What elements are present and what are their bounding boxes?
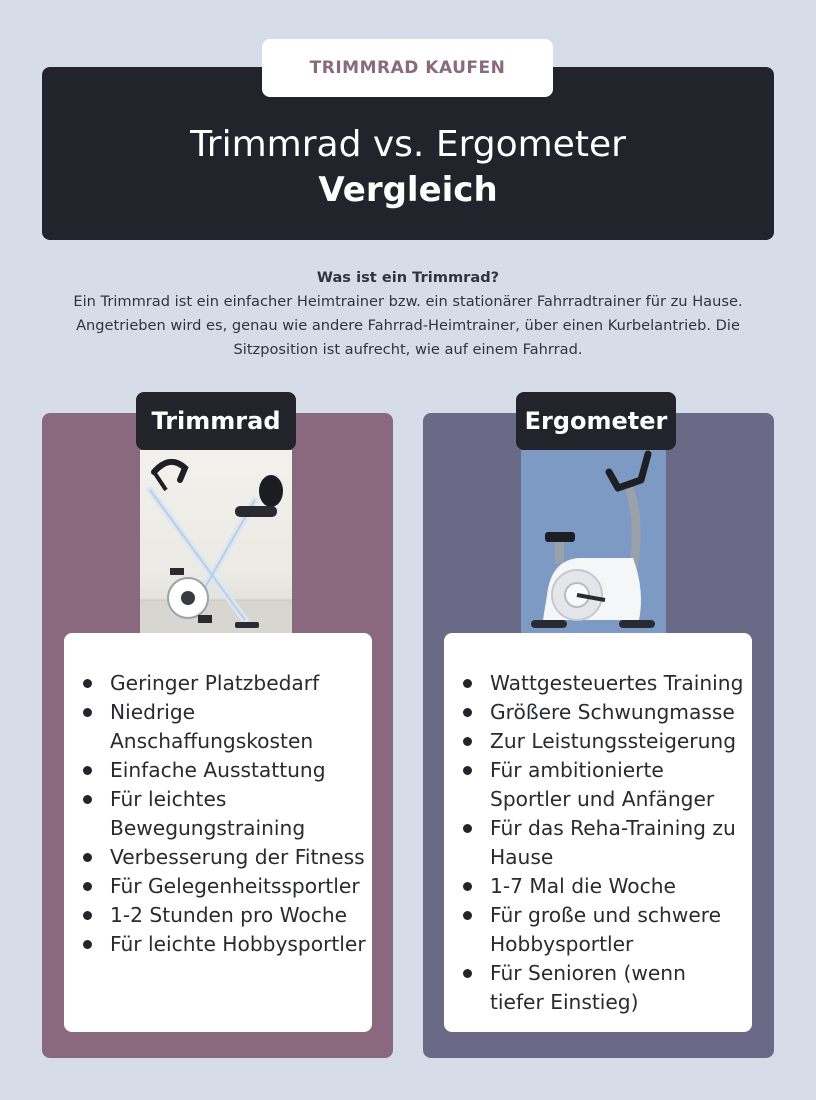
intro-section: [50, 266, 766, 362]
ergometer-feature-list: [444, 669, 752, 1017]
list-item: Verbesserung der Fitness: [64, 843, 372, 872]
trimmrad-feature-list: [64, 669, 372, 959]
ergometer-label: Ergometer: [516, 392, 676, 450]
page-subtitle: Vergleich: [318, 170, 498, 210]
list-item: Für leichte Hobbysportler: [64, 930, 372, 959]
list-item: Einfache Ausstattung: [64, 756, 372, 785]
list-item: Für ambitionierte Sportler und Anfänger: [444, 756, 752, 814]
list-item: 1-2 Stunden pro Woche: [64, 901, 372, 930]
list-item: Größere Schwungmasse: [444, 698, 752, 727]
list-item: 1-7 Mal die Woche: [444, 872, 752, 901]
list-item: Für das Reha-Training zu Hause: [444, 814, 752, 872]
list-item: Niedrige Anschaffungskosten: [64, 698, 372, 756]
ergometer-features-card: [444, 633, 752, 1032]
page-title: Trimmrad vs. Ergometer: [190, 124, 626, 165]
list-item: Wattgesteuertes Training: [444, 669, 752, 698]
list-item: Zur Leistungssteigerung: [444, 727, 752, 756]
category-badge: TRIMMRAD KAUFEN: [262, 39, 553, 97]
trimmrad-features-card: [64, 633, 372, 1032]
list-item: Für große und schwere Hobbysportler: [444, 901, 752, 959]
intro-text: Ein Trimmrad ist ein einfacher Heimtrainer bzw. ein stationärer Fahrradtrainer für zu Hause. Angetrieben wird es, genau wie andere Fahrrad-Heimtrainer, über einen Kurbelantrieb. Die Sitzposition ist aufrecht, wie auf einem Fahrrad.: [73, 293, 743, 358]
ergometer-photo: [521, 450, 666, 633]
list-item: Für leichtes Bewegungstraining: [64, 785, 372, 843]
list-item: Für Senioren (wenn tiefer Einstieg): [444, 959, 752, 1017]
trimmrad-label: Trimmrad: [136, 392, 296, 450]
intro-question: Was ist ein Trimmrad?: [316, 269, 500, 286]
trimmrad-photo: [140, 450, 292, 633]
list-item: Geringer Platzbedarf: [64, 669, 372, 698]
list-item: Für Gelegenheitssportler: [64, 872, 372, 901]
